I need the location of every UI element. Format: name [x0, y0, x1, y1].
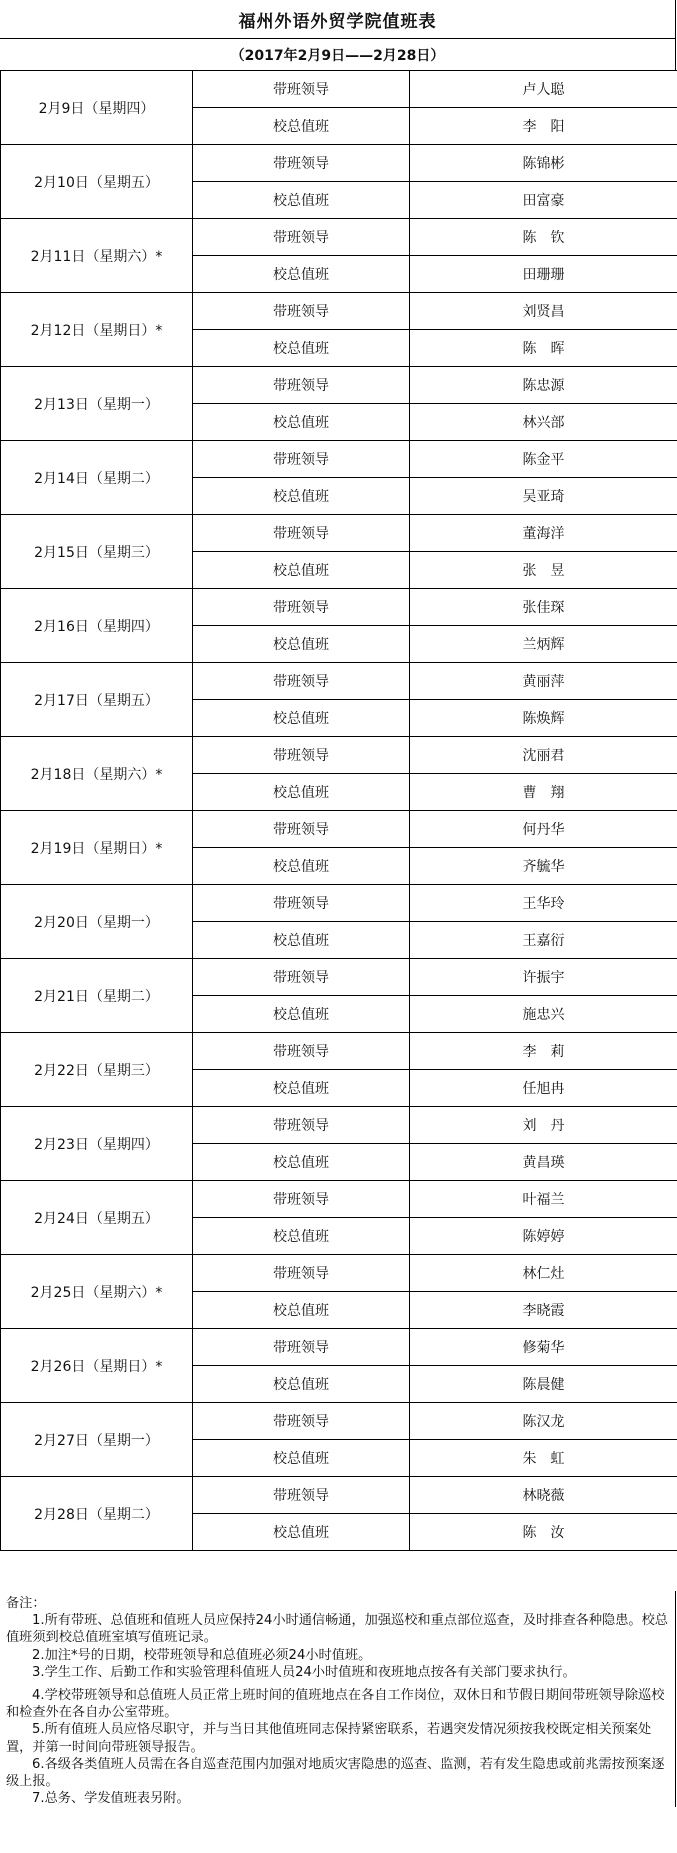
page-title: 福州外语外贸学院值班表	[0, 0, 676, 38]
schedule-row-leader	[1, 293, 677, 330]
role-label-leader: 带班领导	[193, 515, 410, 552]
leader-name: 王华玲	[410, 885, 677, 922]
date-cell: 2月20日（星期一）	[1, 885, 193, 959]
duty-name: 陈 汝	[410, 1514, 677, 1551]
leader-name: 张佳琛	[410, 589, 677, 626]
role-label-leader: 带班领导	[193, 1181, 410, 1218]
schedule-row-leader	[1, 811, 677, 848]
duty-name: 齐毓华	[410, 848, 677, 885]
role-label-duty: 校总值班	[193, 996, 410, 1033]
role-label-leader: 带班领导	[193, 293, 410, 330]
duty-name: 李 阳	[410, 108, 677, 145]
leader-name: 董海洋	[410, 515, 677, 552]
schedule-row-leader	[1, 367, 677, 404]
role-label-leader: 带班领导	[193, 71, 410, 108]
note-item: 3.学生工作、后勤工作和实验管理科值班人员24小时值班和夜班地点按各有关部门要求执行。	[32, 1664, 576, 1680]
duty-name: 田富豪	[410, 182, 677, 219]
note-item: 1.所有带班、总值班和值班人员应保持24小时通信畅通，加强巡校和重点部位巡查，及时排查各种隐患。校总值班须到校总值班室填写值班记录。	[6, 1613, 668, 1646]
note-item: 6.各级各类值班人员需在各自巡查范围内加强对地质灾害隐患的巡查、监测，若有发生隐患或前兆需按预案逐级上报。	[6, 1756, 665, 1790]
schedule-row-leader	[1, 219, 677, 256]
role-label-duty: 校总值班	[193, 1070, 410, 1107]
role-label-leader: 带班领导	[193, 737, 410, 774]
note-item: 7.总务、学发值班表另附。	[32, 1791, 190, 1807]
duty-name: 田珊珊	[410, 256, 677, 293]
date-cell: 2月12日（星期日）*	[1, 293, 193, 367]
leader-name: 林仁灶	[410, 1255, 677, 1292]
role-label-leader: 带班领导	[193, 1255, 410, 1292]
notes-heading: 备注：	[6, 1596, 46, 1611]
leader-name: 叶福兰	[410, 1181, 677, 1218]
duty-name: 林兴部	[410, 404, 677, 441]
role-label-duty: 校总值班	[193, 626, 410, 663]
role-label-leader: 带班领导	[193, 663, 410, 700]
date-cell: 2月10日（星期五）	[1, 145, 193, 219]
duty-name: 李晓霞	[410, 1292, 677, 1329]
role-label-leader: 带班领导	[193, 1477, 410, 1514]
date-cell: 2月27日（星期一）	[1, 1403, 193, 1477]
role-label-leader: 带班领导	[193, 145, 410, 182]
duty-name: 陈焕辉	[410, 700, 677, 737]
schedule-row-leader	[1, 145, 677, 182]
date-cell: 2月11日（星期六）*	[1, 219, 193, 293]
role-label-duty: 校总值班	[193, 1366, 410, 1403]
role-label-leader: 带班领导	[193, 811, 410, 848]
schedule-row-leader	[1, 663, 677, 700]
date-cell: 2月17日（星期五）	[1, 663, 193, 737]
role-label-leader: 带班领导	[193, 589, 410, 626]
duty-name: 黄昌瑛	[410, 1144, 677, 1181]
role-label-duty: 校总值班	[193, 108, 410, 145]
note-item: 5.所有值班人员应恪尽职守，并与当日其他值班同志保持紧密联系，若遇突发情况须按我校既定相关预案处置，并第一时间向带班领导报告。	[6, 1722, 652, 1755]
role-label-duty: 校总值班	[193, 922, 410, 959]
role-label-duty: 校总值班	[193, 1440, 410, 1477]
role-label-duty: 校总值班	[193, 1218, 410, 1255]
schedule-row-leader	[1, 71, 677, 108]
duty-name: 吴亚琦	[410, 478, 677, 515]
leader-name: 陈金平	[410, 441, 677, 478]
date-cell: 2月14日（星期二）	[1, 441, 193, 515]
role-label-duty: 校总值班	[193, 848, 410, 885]
role-label-duty: 校总值班	[193, 1514, 410, 1551]
leader-name: 许振宇	[410, 959, 677, 996]
schedule-row-leader	[1, 515, 677, 552]
schedule-row-leader	[1, 589, 677, 626]
duty-name: 兰炳辉	[410, 626, 677, 663]
schedule-row-leader	[1, 1255, 677, 1292]
duty-name: 陈晨健	[410, 1366, 677, 1403]
date-cell: 2月26日（星期日）*	[1, 1329, 193, 1403]
schedule-row-leader	[1, 1329, 677, 1366]
note-item: 2.加注*号的日期，校带班领导和总值班必须24小时值班。	[32, 1647, 372, 1663]
role-label-duty: 校总值班	[193, 256, 410, 293]
leader-name: 沈丽君	[410, 737, 677, 774]
date-cell: 2月22日（星期三）	[1, 1033, 193, 1107]
role-label-duty: 校总值班	[193, 774, 410, 811]
date-range-subtitle: （2017年2月9日——2月28日）	[0, 38, 676, 70]
role-label-duty: 校总值班	[193, 552, 410, 589]
duty-name: 陈婷婷	[410, 1218, 677, 1255]
date-cell: 2月16日（星期四）	[1, 589, 193, 663]
role-label-duty: 校总值班	[193, 330, 410, 367]
role-label-duty: 校总值班	[193, 404, 410, 441]
schedule-row-leader	[1, 959, 677, 996]
leader-name: 何丹华	[410, 811, 677, 848]
role-label-leader: 带班领导	[193, 441, 410, 478]
duty-name: 王嘉衍	[410, 922, 677, 959]
role-label-duty: 校总值班	[193, 1144, 410, 1181]
role-label-leader: 带班领导	[193, 367, 410, 404]
date-cell: 2月19日（星期日）*	[1, 811, 193, 885]
role-label-leader: 带班领导	[193, 1403, 410, 1440]
date-cell: 2月9日（星期四）	[1, 71, 193, 145]
schedule-row-leader	[1, 1107, 677, 1144]
role-label-duty: 校总值班	[193, 182, 410, 219]
duty-name: 任旭冉	[410, 1070, 677, 1107]
leader-name: 李 莉	[410, 1033, 677, 1070]
date-cell: 2月13日（星期一）	[1, 367, 193, 441]
role-label-leader: 带班领导	[193, 1033, 410, 1070]
notes-section	[0, 1591, 676, 1807]
duty-name: 朱 虹	[410, 1440, 677, 1477]
role-label-leader: 带班领导	[193, 885, 410, 922]
date-cell: 2月28日（星期二）	[1, 1477, 193, 1551]
schedule-row-leader	[1, 1181, 677, 1218]
leader-name: 修菊华	[410, 1329, 677, 1366]
leader-name: 陈汉龙	[410, 1403, 677, 1440]
leader-name: 陈 钦	[410, 219, 677, 256]
role-label-duty: 校总值班	[193, 1292, 410, 1329]
schedule-row-leader	[1, 885, 677, 922]
leader-name: 黄丽萍	[410, 663, 677, 700]
schedule-row-leader	[1, 1477, 677, 1514]
leader-name: 刘贤昌	[410, 293, 677, 330]
schedule-row-leader	[1, 737, 677, 774]
schedule-row-leader	[1, 1403, 677, 1440]
role-label-duty: 校总值班	[193, 478, 410, 515]
role-label-leader: 带班领导	[193, 1329, 410, 1366]
date-cell: 2月21日（星期二）	[1, 959, 193, 1033]
leader-name: 刘 丹	[410, 1107, 677, 1144]
duty-name: 施忠兴	[410, 996, 677, 1033]
leader-name: 陈锦彬	[410, 145, 677, 182]
duty-name: 张 昱	[410, 552, 677, 589]
duty-schedule-table	[0, 70, 677, 1551]
note-item: 4.学校带班领导和总值班人员正常上班时间的值班地点在各自工作岗位，双休日和节假日期间带班领导除巡校和检查外在各自办公室带班。	[6, 1688, 665, 1721]
leader-name: 卢人聪	[410, 71, 677, 108]
role-label-leader: 带班领导	[193, 219, 410, 256]
date-cell: 2月23日（星期四）	[1, 1107, 193, 1181]
schedule-row-leader	[1, 441, 677, 478]
date-cell: 2月24日（星期五）	[1, 1181, 193, 1255]
role-label-leader: 带班领导	[193, 1107, 410, 1144]
duty-name: 曹 翔	[410, 774, 677, 811]
date-cell: 2月25日（星期六）*	[1, 1255, 193, 1329]
role-label-leader: 带班领导	[193, 959, 410, 996]
date-cell: 2月15日（星期三）	[1, 515, 193, 589]
role-label-duty: 校总值班	[193, 700, 410, 737]
date-cell: 2月18日（星期六）*	[1, 737, 193, 811]
leader-name: 林晓薇	[410, 1477, 677, 1514]
schedule-row-leader	[1, 1033, 677, 1070]
duty-name: 陈 晖	[410, 330, 677, 367]
leader-name: 陈忠源	[410, 367, 677, 404]
